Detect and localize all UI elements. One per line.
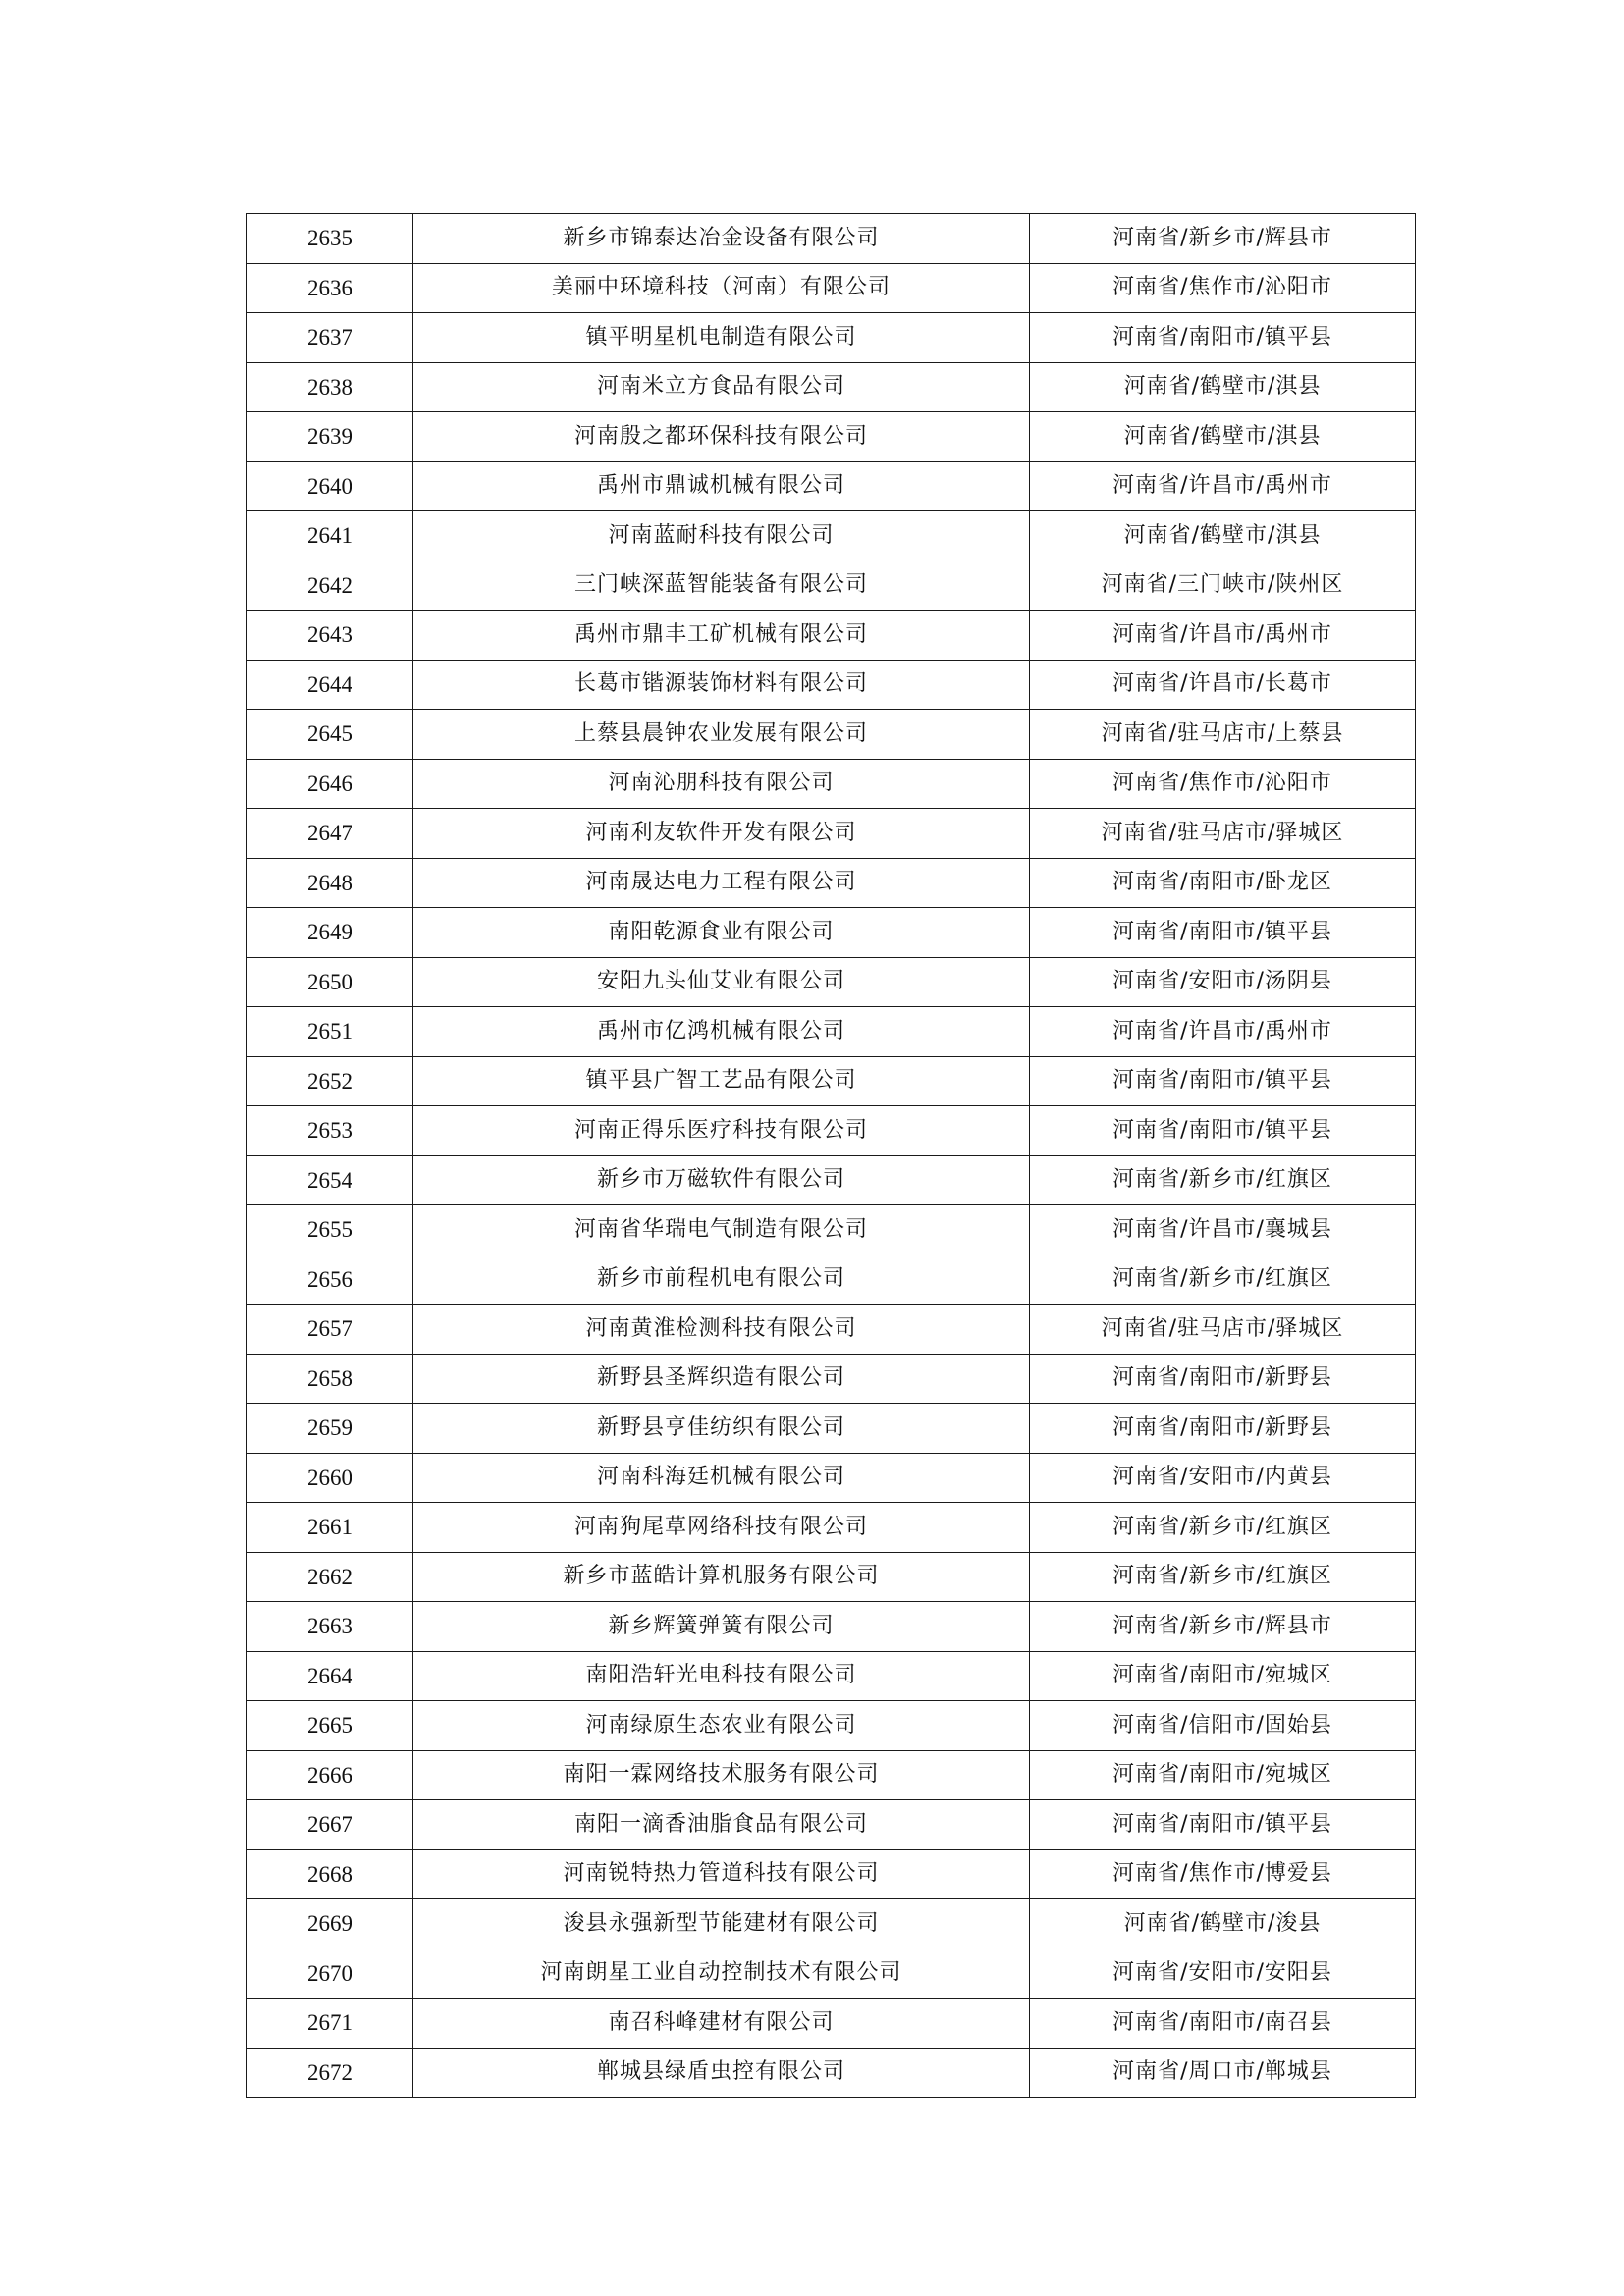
enterprise-list-table xyxy=(246,213,1416,2098)
row-number-cell: 2662 xyxy=(247,1552,413,1602)
row-number-cell: 2657 xyxy=(247,1305,413,1355)
row-number-cell: 2641 xyxy=(247,511,413,561)
table-row xyxy=(247,1899,1416,1949)
region-cell: 河南省/南阳市/镇平县 xyxy=(1030,908,1416,958)
company-name-cell: 南阳一霖网络技术服务有限公司 xyxy=(413,1750,1030,1800)
row-number-cell: 2658 xyxy=(247,1354,413,1404)
region-cell: 河南省/鹤壁市/浚县 xyxy=(1030,1899,1416,1949)
company-name-cell: 河南锐特热力管道科技有限公司 xyxy=(413,1849,1030,1899)
region-cell: 河南省/南阳市/镇平县 xyxy=(1030,1056,1416,1106)
region-cell: 河南省/南阳市/镇平县 xyxy=(1030,1106,1416,1156)
company-name-cell: 安阳九头仙艾业有限公司 xyxy=(413,957,1030,1007)
region-cell: 河南省/新乡市/辉县市 xyxy=(1030,1602,1416,1652)
region-cell: 河南省/南阳市/宛城区 xyxy=(1030,1651,1416,1701)
row-number-cell: 2655 xyxy=(247,1205,413,1255)
region-cell: 河南省/新乡市/红旗区 xyxy=(1030,1155,1416,1205)
company-name-cell: 河南黄淮检测科技有限公司 xyxy=(413,1305,1030,1355)
region-cell: 河南省/南阳市/新野县 xyxy=(1030,1354,1416,1404)
region-cell: 河南省/鹤壁市/淇县 xyxy=(1030,412,1416,462)
row-number-cell: 2645 xyxy=(247,710,413,760)
table-row xyxy=(247,1404,1416,1454)
company-name-cell: 新乡市万磁软件有限公司 xyxy=(413,1155,1030,1205)
company-name-cell: 河南省华瑞电气制造有限公司 xyxy=(413,1205,1030,1255)
region-cell: 河南省/三门峡市/陕州区 xyxy=(1030,561,1416,611)
company-name-cell: 新野县亨佳纺织有限公司 xyxy=(413,1404,1030,1454)
company-name-cell: 河南米立方食品有限公司 xyxy=(413,362,1030,412)
table-row xyxy=(247,710,1416,760)
region-cell: 河南省/南阳市/宛城区 xyxy=(1030,1750,1416,1800)
company-name-cell: 新乡市前程机电有限公司 xyxy=(413,1255,1030,1305)
region-cell: 河南省/许昌市/禹州市 xyxy=(1030,1007,1416,1057)
row-number-cell: 2661 xyxy=(247,1503,413,1553)
company-name-cell: 郸城县绿盾虫控有限公司 xyxy=(413,2048,1030,2098)
region-cell: 河南省/南阳市/镇平县 xyxy=(1030,313,1416,363)
company-name-cell: 河南正得乐医疗科技有限公司 xyxy=(413,1106,1030,1156)
company-name-cell: 镇平县广智工艺品有限公司 xyxy=(413,1056,1030,1106)
table-row xyxy=(247,1701,1416,1751)
table-row xyxy=(247,461,1416,511)
row-number-cell: 2653 xyxy=(247,1106,413,1156)
row-number-cell: 2646 xyxy=(247,759,413,809)
table-row xyxy=(247,1750,1416,1800)
region-cell: 河南省/鹤壁市/淇县 xyxy=(1030,362,1416,412)
row-number-cell: 2668 xyxy=(247,1849,413,1899)
region-cell: 河南省/鹤壁市/淇县 xyxy=(1030,511,1416,561)
row-number-cell: 2639 xyxy=(247,412,413,462)
row-number-cell: 2637 xyxy=(247,313,413,363)
row-number-cell: 2644 xyxy=(247,660,413,710)
table-row xyxy=(247,759,1416,809)
row-number-cell: 2640 xyxy=(247,461,413,511)
table-row xyxy=(247,1007,1416,1057)
row-number-cell: 2643 xyxy=(247,611,413,661)
company-name-cell: 上蔡县晨钟农业发展有限公司 xyxy=(413,710,1030,760)
table-row xyxy=(247,1949,1416,1999)
row-number-cell: 2670 xyxy=(247,1949,413,1999)
table-row xyxy=(247,1305,1416,1355)
table-row xyxy=(247,263,1416,313)
table-body xyxy=(247,214,1416,2098)
region-cell: 河南省/新乡市/红旗区 xyxy=(1030,1552,1416,1602)
region-cell: 河南省/焦作市/沁阳市 xyxy=(1030,759,1416,809)
table-row xyxy=(247,1255,1416,1305)
table-row xyxy=(247,957,1416,1007)
company-name-cell: 长葛市锴源装饰材料有限公司 xyxy=(413,660,1030,710)
table-row xyxy=(247,1999,1416,2049)
region-cell: 河南省/驻马店市/驿城区 xyxy=(1030,809,1416,859)
region-cell: 河南省/南阳市/镇平县 xyxy=(1030,1800,1416,1850)
table-row xyxy=(247,412,1416,462)
table-row xyxy=(247,1800,1416,1850)
row-number-cell: 2669 xyxy=(247,1899,413,1949)
region-cell: 河南省/许昌市/禹州市 xyxy=(1030,611,1416,661)
company-name-cell: 浚县永强新型节能建材有限公司 xyxy=(413,1899,1030,1949)
row-number-cell: 2647 xyxy=(247,809,413,859)
table-row xyxy=(247,1155,1416,1205)
table-row xyxy=(247,561,1416,611)
company-name-cell: 禹州市鼎诚机械有限公司 xyxy=(413,461,1030,511)
region-cell: 河南省/驻马店市/上蔡县 xyxy=(1030,710,1416,760)
company-name-cell: 三门峡深蓝智能装备有限公司 xyxy=(413,561,1030,611)
row-number-cell: 2654 xyxy=(247,1155,413,1205)
row-number-cell: 2667 xyxy=(247,1800,413,1850)
company-name-cell: 美丽中环境科技（河南）有限公司 xyxy=(413,263,1030,313)
company-name-cell: 禹州市亿鸿机械有限公司 xyxy=(413,1007,1030,1057)
row-number-cell: 2642 xyxy=(247,561,413,611)
company-name-cell: 新乡市蓝皓计算机服务有限公司 xyxy=(413,1552,1030,1602)
row-number-cell: 2638 xyxy=(247,362,413,412)
region-cell: 河南省/焦作市/沁阳市 xyxy=(1030,263,1416,313)
row-number-cell: 2659 xyxy=(247,1404,413,1454)
table-row xyxy=(247,1503,1416,1553)
row-number-cell: 2671 xyxy=(247,1999,413,2049)
region-cell: 河南省/安阳市/内黄县 xyxy=(1030,1453,1416,1503)
company-name-cell: 河南沁朋科技有限公司 xyxy=(413,759,1030,809)
company-name-cell: 新野县圣辉织造有限公司 xyxy=(413,1354,1030,1404)
company-name-cell: 南阳浩轩光电科技有限公司 xyxy=(413,1651,1030,1701)
table-row xyxy=(247,611,1416,661)
table-row xyxy=(247,214,1416,264)
table-row xyxy=(247,1056,1416,1106)
company-name-cell: 新乡辉簧弹簧有限公司 xyxy=(413,1602,1030,1652)
region-cell: 河南省/周口市/郸城县 xyxy=(1030,2048,1416,2098)
company-name-cell: 南阳乾源食业有限公司 xyxy=(413,908,1030,958)
region-cell: 河南省/南阳市/南召县 xyxy=(1030,1999,1416,2049)
table-row xyxy=(247,2048,1416,2098)
table-row xyxy=(247,1849,1416,1899)
row-number-cell: 2664 xyxy=(247,1651,413,1701)
region-cell: 河南省/安阳市/汤阴县 xyxy=(1030,957,1416,1007)
table-row xyxy=(247,660,1416,710)
row-number-cell: 2665 xyxy=(247,1701,413,1751)
table-row xyxy=(247,1205,1416,1255)
table-row xyxy=(247,313,1416,363)
row-number-cell: 2650 xyxy=(247,957,413,1007)
company-name-cell: 河南晟达电力工程有限公司 xyxy=(413,858,1030,908)
company-name-cell: 新乡市锦泰达冶金设备有限公司 xyxy=(413,214,1030,264)
row-number-cell: 2648 xyxy=(247,858,413,908)
company-name-cell: 河南科海廷机械有限公司 xyxy=(413,1453,1030,1503)
region-cell: 河南省/新乡市/辉县市 xyxy=(1030,214,1416,264)
company-name-cell: 南召科峰建材有限公司 xyxy=(413,1999,1030,2049)
region-cell: 河南省/许昌市/襄城县 xyxy=(1030,1205,1416,1255)
table-row xyxy=(247,362,1416,412)
table-row xyxy=(247,511,1416,561)
company-name-cell: 河南绿原生态农业有限公司 xyxy=(413,1701,1030,1751)
row-number-cell: 2636 xyxy=(247,263,413,313)
row-number-cell: 2663 xyxy=(247,1602,413,1652)
table-row xyxy=(247,809,1416,859)
company-name-cell: 河南朗星工业自动控制技术有限公司 xyxy=(413,1949,1030,1999)
company-name-cell: 镇平明星机电制造有限公司 xyxy=(413,313,1030,363)
region-cell: 河南省/南阳市/新野县 xyxy=(1030,1404,1416,1454)
table-row xyxy=(247,1552,1416,1602)
company-name-cell: 南阳一滴香油脂食品有限公司 xyxy=(413,1800,1030,1850)
row-number-cell: 2660 xyxy=(247,1453,413,1503)
region-cell: 河南省/新乡市/红旗区 xyxy=(1030,1255,1416,1305)
region-cell: 河南省/许昌市/禹州市 xyxy=(1030,461,1416,511)
row-number-cell: 2635 xyxy=(247,214,413,264)
table-row xyxy=(247,908,1416,958)
region-cell: 河南省/焦作市/博爱县 xyxy=(1030,1849,1416,1899)
table-row xyxy=(247,858,1416,908)
region-cell: 河南省/驻马店市/驿城区 xyxy=(1030,1305,1416,1355)
region-cell: 河南省/新乡市/红旗区 xyxy=(1030,1503,1416,1553)
table-row xyxy=(247,1651,1416,1701)
region-cell: 河南省/南阳市/卧龙区 xyxy=(1030,858,1416,908)
table-row xyxy=(247,1453,1416,1503)
region-cell: 河南省/许昌市/长葛市 xyxy=(1030,660,1416,710)
company-name-cell: 河南狗尾草网络科技有限公司 xyxy=(413,1503,1030,1553)
row-number-cell: 2666 xyxy=(247,1750,413,1800)
company-name-cell: 河南蓝耐科技有限公司 xyxy=(413,511,1030,561)
table-row xyxy=(247,1106,1416,1156)
table-row xyxy=(247,1354,1416,1404)
company-name-cell: 禹州市鼎丰工矿机械有限公司 xyxy=(413,611,1030,661)
row-number-cell: 2656 xyxy=(247,1255,413,1305)
company-name-cell: 河南利友软件开发有限公司 xyxy=(413,809,1030,859)
company-name-cell: 河南殷之都环保科技有限公司 xyxy=(413,412,1030,462)
region-cell: 河南省/信阳市/固始县 xyxy=(1030,1701,1416,1751)
row-number-cell: 2651 xyxy=(247,1007,413,1057)
region-cell: 河南省/安阳市/安阳县 xyxy=(1030,1949,1416,1999)
row-number-cell: 2649 xyxy=(247,908,413,958)
row-number-cell: 2652 xyxy=(247,1056,413,1106)
row-number-cell: 2672 xyxy=(247,2048,413,2098)
table-row xyxy=(247,1602,1416,1652)
